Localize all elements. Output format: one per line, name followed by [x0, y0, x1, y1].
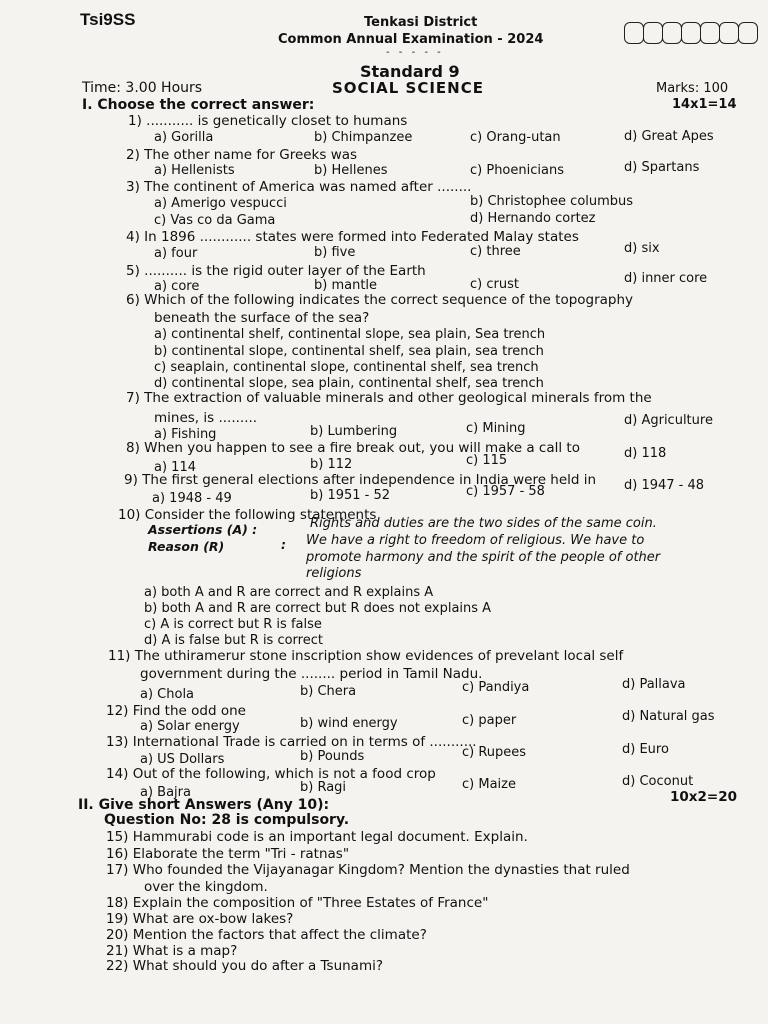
q13-option-b: b) Pounds — [300, 749, 365, 764]
q1-option-c: c) Orang-utan — [470, 130, 561, 145]
q12-option-b: b) wind energy — [300, 716, 398, 731]
q2-option-d: d) Spartans — [624, 160, 700, 175]
question-7-continued: mines, is ......... — [154, 410, 258, 426]
register-box — [643, 22, 663, 44]
q11-option-b: b) Chera — [300, 684, 357, 699]
question-14: 14) Out of the following, which is not a food crop — [106, 766, 436, 782]
q1-option-b: b) Chimpanzee — [314, 130, 413, 145]
question-20: 20) Mention the factors that affect the climate? — [106, 927, 427, 943]
q14-option-c: c) Maize — [462, 777, 516, 792]
register-box — [738, 22, 758, 44]
question-18: 18) Explain the composition of "Three Estates of France" — [106, 895, 489, 911]
q9-option-d: d) 1947 - 48 — [624, 478, 705, 493]
q13-option-a: a) US Dollars — [140, 752, 225, 767]
question-9: 9) The first general elections after independence in India were held in — [124, 472, 597, 488]
assertion-text: Rights and duties are the two sides of the same coin. — [310, 516, 657, 531]
question-17: 17) Who founded the Vijayanagar Kingdom? Mention the dynasties that ruled — [106, 862, 630, 878]
q1-option-d: d) Great Apes — [624, 129, 714, 144]
q3-option-a: a) Amerigo vespucci — [154, 196, 287, 211]
reason-label: Reason (R) — [148, 539, 225, 554]
question-19: 19) What are ox-bow lakes? — [106, 911, 294, 927]
q3-option-c: c) Vas co da Gama — [154, 213, 276, 228]
question-11: 11) The uthiramerur stone inscription show evidences of prevelant local self — [108, 648, 624, 664]
q13-option-d: d) Euro — [622, 742, 669, 757]
q7-option-c: c) Mining — [466, 421, 526, 436]
q4-option-b: b) five — [314, 245, 356, 260]
q12-option-c: c) paper — [462, 713, 517, 728]
q11-option-d: d) Pallava — [622, 677, 686, 692]
exam-title: Common Annual Examination - 2024 — [278, 32, 544, 47]
q10-option-d: d) A is false but R is correct — [144, 633, 323, 648]
paper-code: Tsi9SS — [80, 10, 136, 29]
q5-option-a: a) core — [154, 279, 200, 294]
q7-option-a: a) Fishing — [154, 427, 217, 442]
q13-option-c: c) Rupees — [462, 745, 527, 760]
register-box — [624, 22, 644, 44]
q2-option-a: a) Hellenists — [154, 163, 235, 178]
question-8: 8) When you happen to see a fire break out, you will make a call to — [126, 440, 580, 456]
q10-option-b: b) both A and R are correct but R does not explains A — [144, 601, 492, 616]
register-box — [719, 22, 739, 44]
question-3: 3) The continent of America was named after ........ — [126, 179, 472, 195]
q4-option-d: d) six — [624, 241, 660, 256]
q1-option-a: a) Gorilla — [154, 130, 214, 145]
reason-colon: : — [281, 537, 286, 552]
q7-option-d: d) Agriculture — [624, 413, 713, 428]
question-6: 6) Which of the following indicates the correct sequence of the topography — [126, 292, 634, 308]
q14-option-a: a) Bajra — [140, 785, 191, 800]
register-box — [681, 22, 701, 44]
q9-option-b: b) 1951 - 52 — [310, 488, 391, 503]
assertion-label: Assertions (A) : — [148, 522, 258, 537]
question-12: 12) Find the odd one — [106, 703, 246, 719]
q8-option-b: b) 112 — [310, 457, 353, 472]
subject-title: SOCIAL SCIENCE — [332, 79, 484, 97]
q4-option-a: a) four — [154, 246, 198, 261]
section-2-title: II. Give short Answers (Any 10): — [78, 797, 330, 813]
question-11-continued: government during the ........ period in Tamil Nadu. — [140, 666, 483, 682]
section-1-title: I. Choose the correct answer: — [82, 97, 315, 113]
q14-option-b: b) Ragi — [300, 780, 347, 795]
q10-option-c: c) A is correct but R is false — [144, 617, 322, 632]
question-16: 16) Elaborate the term "Tri - ratnas" — [106, 846, 350, 862]
q6-option-d: d) continental slope, sea plain, continental shelf, sea trench — [154, 376, 544, 391]
q5-option-b: b) mantle — [314, 278, 378, 293]
section-2-marks: 10x2=20 — [670, 789, 737, 805]
q3-option-d: d) Hernando cortez — [470, 211, 596, 226]
q5-option-c: c) crust — [470, 277, 519, 292]
question-10: 10) Consider the following statements — [118, 507, 377, 523]
q9-option-c: c) 1957 - 58 — [466, 484, 545, 499]
question-5: 5) .......... is the rigid outer layer of the Earth — [126, 263, 426, 279]
q10-option-a: a) both A and R are correct and R explains A — [144, 585, 434, 600]
reason-text-line-1: We have a right to freedom of religious. We have to — [306, 533, 645, 548]
q11-option-c: c) Pandiya — [462, 680, 530, 695]
q6-option-b: b) continental slope, continental shelf, sea plain, sea trench — [154, 344, 544, 359]
q7-option-b: b) Lumbering — [310, 424, 398, 439]
reason-text-line-2: promote harmony and the spirit of the people of other — [306, 550, 661, 565]
question-15: 15) Hammurabi code is an important legal document. Explain. — [106, 829, 528, 845]
q3-option-b: b) Christophee columbus — [470, 194, 634, 209]
compulsory-note: Question No: 28 is compulsory. — [104, 812, 350, 828]
register-box — [700, 22, 720, 44]
q6-option-a: a) continental shelf, continental slope, sea plain, Sea trench — [154, 327, 546, 342]
question-22: 22) What should you do after a Tsunami? — [106, 958, 384, 974]
q8-option-a: a) 114 — [154, 460, 196, 475]
question-4: 4) In 1896 ............ states were formed into Federated Malay states — [126, 229, 579, 245]
register-number-boxes — [624, 22, 757, 44]
question-13: 13) International Trade is carried on in terms of ........... — [106, 734, 477, 750]
q5-option-d: d) inner core — [624, 271, 708, 286]
q2-option-b: b) Hellenes — [314, 163, 388, 178]
time-allowed: Time: 3.00 Hours — [82, 80, 203, 96]
question-1: 1) ........... is genetically closet to humans — [128, 113, 408, 129]
q12-option-a: a) Solar energy — [140, 719, 240, 734]
question-7: 7) The extraction of valuable minerals and other geological minerals from the — [126, 390, 652, 406]
q2-option-c: c) Phoenicians — [470, 163, 564, 178]
q4-option-c: c) three — [470, 244, 521, 259]
q12-option-d: d) Natural gas — [622, 709, 715, 724]
q6-option-c: c) seaplain, continental slope, continental shelf, sea trench — [154, 360, 539, 375]
section-1-marks: 14x1=14 — [672, 97, 737, 112]
q8-option-d: d) 118 — [624, 446, 667, 461]
total-marks: Marks: 100 — [656, 81, 729, 96]
q14-option-d: d) Coconut — [622, 774, 694, 789]
register-box — [662, 22, 682, 44]
question-6-continued: beneath the surface of the sea? — [154, 310, 370, 326]
q11-option-a: a) Chola — [140, 687, 195, 702]
q8-option-c: c) 115 — [466, 453, 508, 468]
reason-text-line-3: religions — [306, 566, 362, 581]
question-17-continued: over the kingdom. — [144, 879, 268, 895]
q9-option-a: a) 1948 - 49 — [152, 491, 232, 506]
standard-title: Standard 9 — [360, 62, 460, 81]
header-dashes: - - - - - — [386, 47, 444, 58]
question-21: 21) What is a map? — [106, 943, 238, 959]
district-title: Tenkasi District — [364, 15, 478, 30]
question-2: 2) The other name for Greeks was — [126, 147, 358, 163]
